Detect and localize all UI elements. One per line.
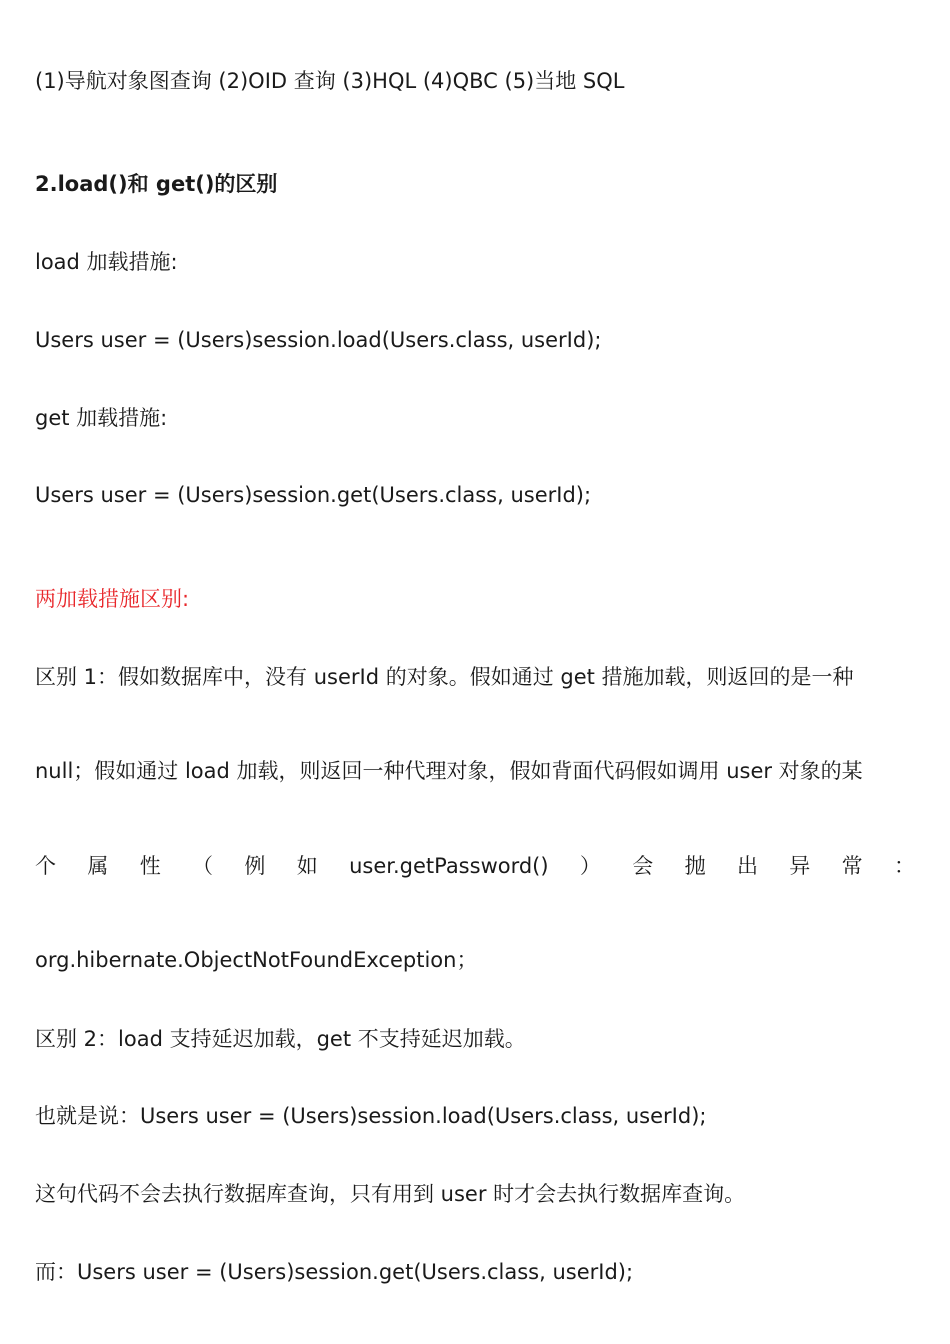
load-label: load 加载措施: [35,250,178,274]
difference-1-line-2: null；假如通过 load 加载，则返回一种代理对象，假如背面代码假如调用 user 对象的某 [35,759,863,783]
justified-word: 常 [841,854,863,878]
justified-word: 出 [736,854,758,878]
justified-word: user.getPassword() [349,854,549,878]
difference-1-line-4: org.hibernate.ObjectNotFoundException； [35,948,478,972]
query-methods-line: (1)导航对象图查询 (2)OID 查询 (3)HQL (4)QBC (5)当地 SQL [35,69,625,93]
justified-word: 抛 [684,854,706,878]
justified-word: ： [893,854,915,878]
difference-1-line-3 [35,851,915,881]
justified-word: （ [192,854,214,878]
justified-word: 个 [35,854,56,878]
difference-1-line-1: 区别 1：假如数据库中，没有 userId 的对象。假如通过 get 措施加载，则返回的是一种 [35,665,854,689]
difference-title: 两加载措施区别: [35,587,190,611]
that-is-line: 也就是说：Users user = (Users)session.load(Users.class, userId); [35,1104,707,1128]
justified-word: 异 [789,854,811,878]
justified-word: 会 [632,854,654,878]
justified-word: 属 [87,854,109,878]
justified-word: 性 [139,854,161,878]
load-explanation-line: 这句代码不会去执行数据库查询，只有用到 user 时才会去执行数据库查询。 [35,1182,746,1206]
justified-word: ） [579,854,601,878]
section-title: 2.load()和 get()的区别 [35,172,278,196]
get-code: Users user = (Users)session.get(Users.class, userId); [35,483,592,507]
get-label: get 加载措施: [35,406,168,430]
justified-word: 例 [244,854,266,878]
load-code: Users user = (Users)session.load(Users.class, userId); [35,328,602,352]
difference-2-line: 区别 2：load 支持延迟加载，get 不支持延迟加载。 [35,1027,526,1051]
justified-word: 如 [296,854,318,878]
get-contrast-line: 而：Users user = (Users)session.get(Users.class, userId); [35,1260,634,1284]
